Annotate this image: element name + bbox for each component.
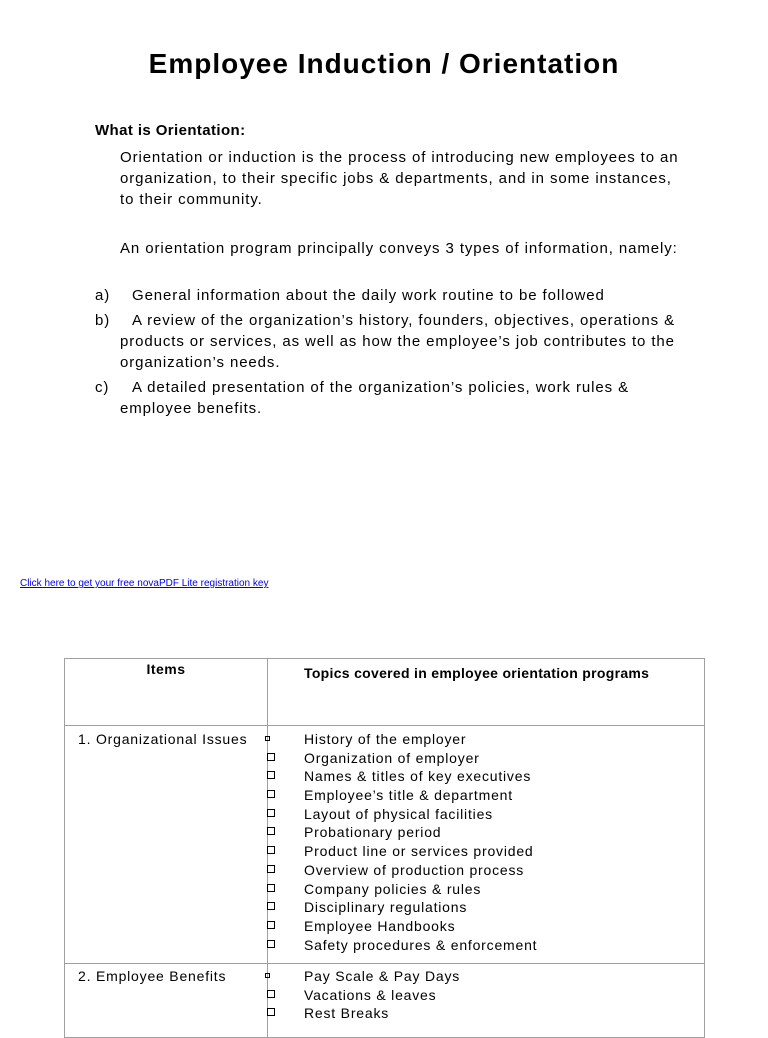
column-header-items: Items xyxy=(146,661,186,677)
row-label-employee-benefits: 2. Employee Benefits xyxy=(78,968,227,984)
topic-text: Rest Breaks xyxy=(304,1005,390,1022)
list-item-text: A review of the organization’s history, founders, objectives, operations & products or services, as well as how the employee’s job contributes to the organization’s needs. xyxy=(120,312,675,371)
checkbox-icon xyxy=(267,921,275,929)
list-marker: b) xyxy=(95,312,111,329)
row-label-organizational-issues: 1. Organizational Issues xyxy=(78,731,248,747)
list-marker: c) xyxy=(95,379,110,396)
checkbox-icon xyxy=(265,736,270,741)
list-item-text: A detailed presentation of the organization’s policies, work rules & employee benefits. xyxy=(120,379,630,417)
topic-text: Product line or services provided xyxy=(304,843,534,860)
topic-text: Disciplinary regulations xyxy=(304,899,468,916)
topic-text: Organization of employer xyxy=(304,749,480,766)
checkbox-icon xyxy=(267,990,275,998)
topic-text: Safety procedures & enforcement xyxy=(304,936,538,953)
checkbox-icon xyxy=(265,973,270,978)
topic-text: Employee Handbooks xyxy=(304,917,456,934)
list-item-text: General information about the daily work routine to be followed xyxy=(132,287,605,304)
list-item xyxy=(95,285,680,306)
checkbox-icon xyxy=(267,902,275,910)
topic-text: Company policies & rules xyxy=(304,880,482,897)
topic-text: History of the employer xyxy=(304,731,467,747)
checkbox-icon xyxy=(267,771,275,779)
checkbox-icon xyxy=(267,846,275,854)
page-title: Employee Induction / Orientation xyxy=(148,48,620,79)
registration-key-link[interactable]: Click here to get your free novaPDF Lite registration key xyxy=(20,578,269,589)
topic-text: Employee’s title & department xyxy=(304,787,513,804)
intro-paragraph: An orientation program principally conveys 3 types of information, namely: xyxy=(120,240,678,257)
list-item xyxy=(95,310,680,373)
topic-text: Layout of physical facilities xyxy=(304,805,493,822)
list-item xyxy=(95,377,680,419)
checkbox-icon xyxy=(267,884,275,892)
list-marker: a) xyxy=(95,287,111,304)
definition-paragraph: Orientation or induction is the process of introducing new employees to an organization, to their specific jobs & departments, and in some instances, to their community. xyxy=(120,149,679,208)
checkbox-icon xyxy=(267,940,275,948)
topic-text: Pay Scale & Pay Days xyxy=(304,968,461,984)
column-header-topics: Topics covered in employee orientation programs xyxy=(304,665,650,681)
topic-text: Probationary period xyxy=(304,824,442,841)
section-heading: What is Orientation: xyxy=(95,122,246,139)
row-divider xyxy=(65,963,704,964)
checkbox-icon xyxy=(267,753,275,761)
topic-text: Names & titles of key executives xyxy=(304,768,532,785)
checkbox-icon xyxy=(267,790,275,798)
checkbox-icon xyxy=(267,1008,275,1016)
row-divider xyxy=(65,725,704,726)
checkbox-icon xyxy=(267,865,275,873)
orientation-topics-table xyxy=(64,658,705,1038)
topic-text: Vacations & leaves xyxy=(304,986,437,1003)
checkbox-icon xyxy=(267,827,275,835)
checkbox-icon xyxy=(267,809,275,817)
topic-text: Overview of production process xyxy=(304,861,525,878)
